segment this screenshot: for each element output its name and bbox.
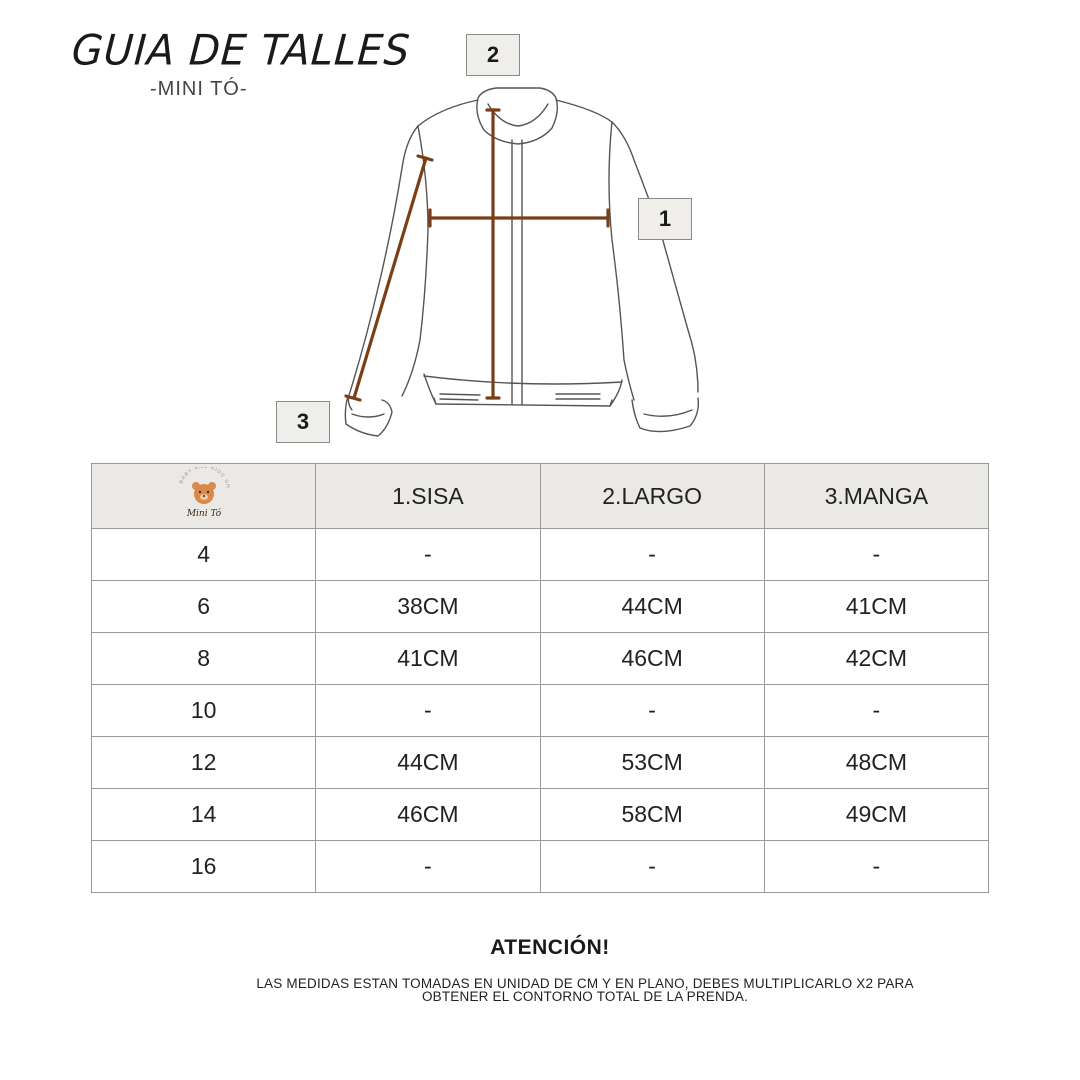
table-row: [92, 633, 989, 685]
sisa-cell: 38CM: [316, 581, 540, 633]
largo-cell: -: [540, 529, 764, 581]
brand-logo: [169, 467, 239, 519]
manga-cell: 41CM: [764, 581, 988, 633]
manga-cell: -: [764, 841, 988, 893]
sisa-cell: -: [316, 685, 540, 737]
table-row: [92, 685, 989, 737]
attention-note-line-1: LAS MEDIDAS ESTAN TOMADAS EN UNIDAD DE CM Y EN PLANO, DEBES MULTIPLICARLO X2 PARA: [256, 976, 914, 991]
largo-cell: 53CM: [540, 737, 764, 789]
largo-cell: 58CM: [540, 789, 764, 841]
sisa-cell: 44CM: [316, 737, 540, 789]
attention-note: [230, 977, 940, 1003]
marker-sisa-label: 1: [638, 198, 692, 240]
size-cell: 4: [92, 529, 316, 581]
table-row: [92, 581, 989, 633]
size-cell: 6: [92, 581, 316, 633]
size-cell: 8: [92, 633, 316, 685]
brand-tagline: BABY AND KIDS SH: [177, 467, 231, 490]
manga-cell: -: [764, 529, 988, 581]
page-subtitle: -MINI TÓ-: [150, 78, 248, 100]
table-header-row: [92, 464, 989, 529]
table-row: [92, 529, 989, 581]
col-header-sisa: 1.SISA: [316, 464, 540, 529]
col-header-largo: 2.LARGO: [540, 464, 764, 529]
largo-cell: -: [540, 685, 764, 737]
brand-name: Mini Tó: [186, 509, 221, 519]
manga-cell: 48CM: [764, 737, 988, 789]
sisa-cell: -: [316, 841, 540, 893]
size-table: [91, 463, 989, 893]
sisa-cell: 41CM: [316, 633, 540, 685]
size-cell: 10: [92, 685, 316, 737]
largo-cell: -: [540, 841, 764, 893]
sisa-cell: -: [316, 529, 540, 581]
manga-cell: 49CM: [764, 789, 988, 841]
marker-largo-label: 2: [466, 34, 520, 76]
page-title: GUIA DE TALLES: [70, 26, 412, 76]
size-cell: 16: [92, 841, 316, 893]
table-row: [92, 737, 989, 789]
size-cell: 12: [92, 737, 316, 789]
col-header-manga: 3.MANGA: [764, 464, 988, 529]
manga-cell: 42CM: [764, 633, 988, 685]
jacket-illustration: [330, 80, 710, 445]
largo-cell: 46CM: [540, 633, 764, 685]
attention-note-line-2: OBTENER EL CONTORNO TOTAL DE LA PRENDA.: [421, 989, 749, 1004]
table-row: [92, 789, 989, 841]
logo-cell: [92, 464, 316, 529]
size-cell: 14: [92, 789, 316, 841]
largo-cell: 44CM: [540, 581, 764, 633]
attention-heading: ATENCIÓN!: [490, 936, 610, 959]
manga-cell: -: [764, 685, 988, 737]
sisa-cell: 46CM: [316, 789, 540, 841]
table-row: [92, 841, 989, 893]
marker-manga-label: 3: [276, 401, 330, 443]
